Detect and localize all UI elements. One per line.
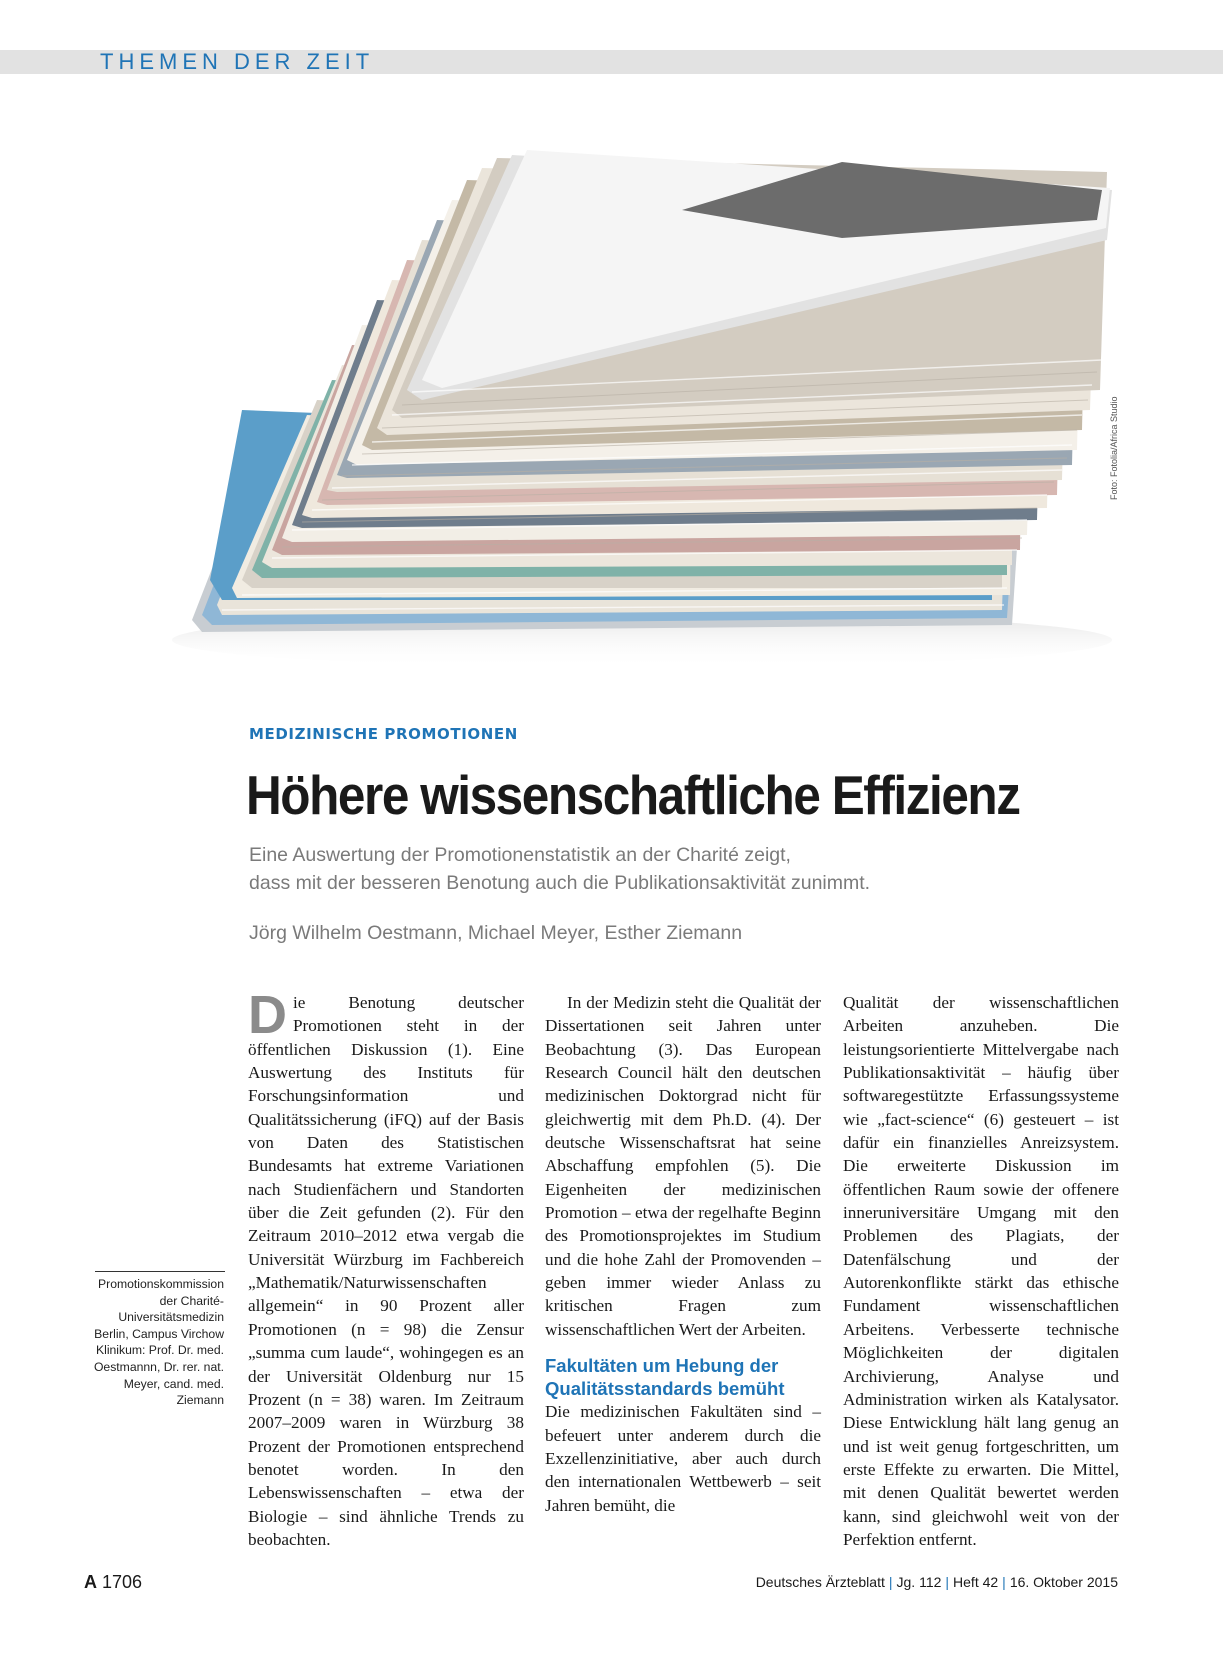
hero-image-magazine-stack (122, 110, 1122, 695)
journal-date: 16. Oktober 2015 (1009, 1574, 1118, 1590)
subtitle-line-2: dass mit der besseren Benotung auch die Publikationsaktivität zunimmt. (249, 872, 871, 894)
journal-footer (756, 1574, 1118, 1590)
article-column-3 (843, 991, 1119, 1551)
journal-name: Deutsches Ärzteblatt (755, 1574, 885, 1590)
footer-separator: | (945, 1574, 950, 1590)
caption-rule (95, 1271, 225, 1272)
footer-separator: | (1002, 1574, 1006, 1590)
page-prefix: A (84, 1572, 97, 1592)
column-1-text: ie Benotung deutscher Promotionen steht in der öffentlichen Diskussion (1). Eine Auswertung des Instituts für Forschungsinformation und Qualitätssicherung (iFQ) auf der Basis von Daten des Statistischen Bundesamts hat extreme Variationen nach Studienfächern und Standorten über die Zeit gefunden (2). Für den Zeitraum 2010–2012 etwa vergab die Universität Würzburg im Fachbereich „Mathematik/Naturwissenschaften allgemein“ in 90 Prozent aller Promotionen (n = 98) die Zensur „summa cum laude“, wohingegen es an der Universität Oldenburg nur 15 Prozent (n = 38) waren. Im Zeitraum 2007–2009 waren in Würzburg 38 Prozent der Promotionen entsprechend benotet worden. In den Lebenswissenschaften – etwa der Biologie – sind ähnliche Trends zu beobachten. (248, 993, 524, 1549)
article-subheading: Fakultäten um Hebung der Qualitätsstandards bemüht (545, 1355, 785, 1399)
article-column-2 (545, 991, 821, 1517)
page-number (84, 1572, 142, 1593)
subtitle-line-1: Eine Auswertung der Promotionenstatistik an der Charité zeigt, (249, 844, 791, 866)
journal-volume: Jg. 112 (896, 1574, 942, 1590)
journal-issue: Heft 42 (953, 1574, 999, 1590)
column-3-text: Qualität der wissenschaftlichen Arbeiten anzuheben. Die leistungsorientierte Mittelvergabe nach Publikationsaktivität – häufig über softwaregestützte Erfassungssysteme wie „fact-science“ (6) gesteuert – ist dafür ein finanzielles Anreizsystem. Die erweiterte Diskussion im öffentlichen Raum sowie der offenere inneruniversitäre Umgang mit den Problemen des Plagiats, der Datenfälschung und der Autorenkonflikte stärkt das ethische Fundament wissenschaftlichen Arbeitens. Verbesserte technische Möglichkeiten der digitalen Archivierung, Analyse und Administration wirken als Katalysator. Diese Entwicklung hält lang genug an und ist weit genug fortgeschritten, um erste Effekte zu erwarten. Die Mittel, mit denen Qualität bewertet werden kann, sind gleichwohl weit von der Perfektion entfernt. (843, 993, 1119, 1549)
column-2-text-continued: Die medizinischen Fakultäten sind – befeuert unter anderem durch die Exzellenzinitiative, aber auch durch den internationalen Wettbewerb – seit Jahren bemüht, die (545, 1402, 821, 1515)
article-headline: Höhere wissenschaftliche Effizienz (246, 764, 1020, 826)
photo-caption: Promotionskommission der Charité-Universitätsmedizin Berlin, Campus Virchow Klinikum: Prof. Dr. med. Oestmannn, Dr. rer. nat. Meyer, cand. med. Ziemann (93, 1277, 224, 1408)
footer-separator: | (888, 1574, 893, 1590)
article-column-1 (248, 985, 524, 1551)
photo-credit: Foto: Fotolia/Africa Studio (1109, 396, 1119, 500)
page-number-value: 1706 (102, 1572, 143, 1592)
drop-cap: D (248, 985, 287, 1045)
article-kicker: MEDIZINISCHE PROMOTIONEN (249, 725, 518, 743)
section-title: THEMEN DER ZEIT (100, 49, 375, 74)
article-subtitle (249, 841, 1109, 897)
article-authors: Jörg Wilhelm Oestmann, Michael Meyer, Esther Ziemann (249, 922, 743, 944)
column-2-text: In der Medizin steht die Qualität der Dissertationen seit Jahren unter Beobachtung (3). Das European Research Council hält den deutschen medizinischen Doktorgrad nicht für gleichwertig mit dem Ph.D. (4). Der deutsche Wissenschaftsrat hat seine Abschaffung empfohlen (5). Die Eigenheiten der medizinischen Promotion – etwa der regelhafte Beginn des Promotionsprojektes im Studium und die hohe Zahl der Promovenden – geben immer wieder Anlass zu kritischen Fragen zum wissenschaftlichen Wert der Arbeiten. (545, 993, 821, 1339)
